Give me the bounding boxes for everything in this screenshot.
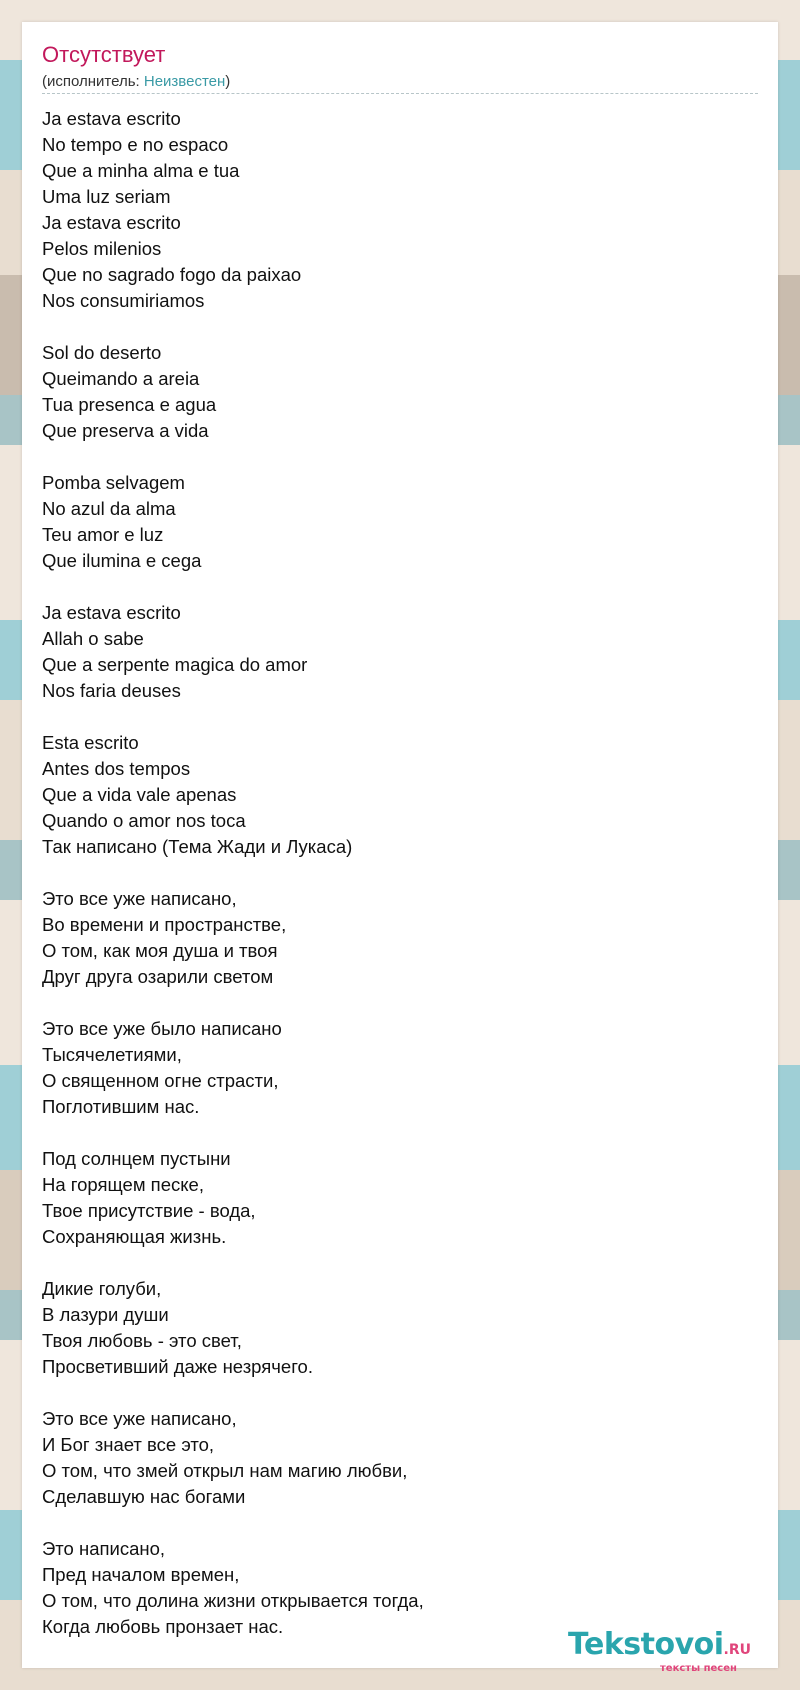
- lyric-line: Это все уже написано,: [42, 1408, 237, 1429]
- logo-tld: .RU: [723, 1642, 752, 1658]
- stanza-break: [42, 1380, 742, 1406]
- lyric-line: No azul da alma: [42, 498, 176, 519]
- stanza-break: [42, 860, 742, 886]
- artist-link[interactable]: Неизвестен: [143, 73, 226, 90]
- lyric-line: Antes dos tempos: [42, 758, 191, 779]
- artist-prefix: (исполнитель:: [42, 73, 144, 90]
- stanza-break: [42, 444, 742, 470]
- lyric-line: О священном огне страсти,: [42, 1070, 279, 1091]
- lyric-line: Во времени и пространстве,: [42, 914, 287, 935]
- logo-name: Tekstovoi: [568, 1627, 724, 1662]
- lyric-line: Nos faria deuses: [42, 680, 181, 701]
- artist-suffix: ): [225, 73, 231, 90]
- lyric-line: Que a minha alma e tua: [42, 160, 240, 181]
- lyric-line: На горящем песке,: [42, 1174, 204, 1195]
- lyric-line: Uma luz seriam: [42, 186, 171, 207]
- stanza-break: [42, 574, 742, 600]
- stanza-break: [42, 1510, 742, 1536]
- lyric-line: Que a vida vale apenas: [42, 784, 237, 805]
- lyric-line: Nos consumiriamos: [42, 290, 205, 311]
- lyrics-card: [22, 22, 778, 1668]
- lyric-line: Que no sagrado fogo da paixao: [42, 264, 302, 285]
- lyric-line: Так написано (Тема Жади и Лукаса): [42, 836, 353, 857]
- lyric-line: Когда любовь пронзает нас.: [42, 1616, 284, 1637]
- title-divider: [42, 93, 758, 94]
- lyric-line: Это написано,: [42, 1538, 166, 1559]
- lyric-line: Queimando a areia: [42, 368, 200, 389]
- lyric-line: Pelos milenios: [42, 238, 162, 259]
- lyric-line: О том, что змей открыл нам магию любви,: [42, 1460, 408, 1481]
- lyric-line: Sol do deserto: [42, 342, 162, 363]
- logo-tagline: тексты песен: [660, 1663, 737, 1674]
- lyric-line: Quando o amor nos toca: [42, 810, 246, 831]
- lyric-line: Que ilumina e cega: [42, 550, 202, 571]
- lyric-line: Сохраняющая жизнь.: [42, 1226, 227, 1247]
- tekstovoi-logo[interactable]: [568, 1627, 752, 1674]
- lyric-line: Сделавшую нас богами: [42, 1486, 246, 1507]
- stanza-break: [42, 1250, 742, 1276]
- lyric-line: Твоя любовь - это свет,: [42, 1330, 242, 1351]
- lyric-line: Esta escrito: [42, 732, 139, 753]
- lyric-line: Друг друга озарили светом: [42, 966, 274, 987]
- lyric-line: Дикие голуби,: [42, 1278, 162, 1299]
- lyric-line: Teu amor e luz: [42, 524, 164, 545]
- lyric-line: Это все уже было написано: [42, 1018, 282, 1039]
- stanza-break: [42, 990, 742, 1016]
- stanza-break: [42, 704, 742, 730]
- lyrics-text: [42, 106, 742, 1640]
- lyric-line: Allah o sabe: [42, 628, 144, 649]
- lyric-line: Просветивший даже незрячего.: [42, 1356, 313, 1377]
- lyric-line: Поглотившим нас.: [42, 1096, 200, 1117]
- lyric-line: Que preserva a vida: [42, 420, 209, 441]
- lyric-line: No tempo e no espaco: [42, 134, 229, 155]
- lyric-line: Pomba selvagem: [42, 472, 185, 493]
- lyric-line: О том, что долина жизни открывается тогда,: [42, 1590, 424, 1611]
- lyric-line: Твое присутствие - вода,: [42, 1200, 256, 1221]
- lyric-line: Ja estava escrito: [42, 212, 181, 233]
- lyric-line: Ja estava escrito: [42, 108, 181, 129]
- lyric-line: Ja estava escrito: [42, 602, 181, 623]
- artist-line: [42, 73, 230, 90]
- stanza-break: [42, 314, 742, 340]
- lyric-line: О том, как моя душа и твоя: [42, 940, 278, 961]
- lyric-line: Que a serpente magica do amor: [42, 654, 308, 675]
- lyric-line: Тысячелетиями,: [42, 1044, 182, 1065]
- song-title: Отсутствует: [42, 42, 166, 67]
- stanza-break: [42, 1120, 742, 1146]
- lyric-line: Это все уже написано,: [42, 888, 237, 909]
- lyric-line: Под солнцем пустыни: [42, 1148, 231, 1169]
- lyric-line: Tua presenca e agua: [42, 394, 217, 415]
- lyric-line: И Бог знает все это,: [42, 1434, 215, 1455]
- lyric-line: В лазури души: [42, 1304, 169, 1325]
- lyric-line: Пред началом времен,: [42, 1564, 240, 1585]
